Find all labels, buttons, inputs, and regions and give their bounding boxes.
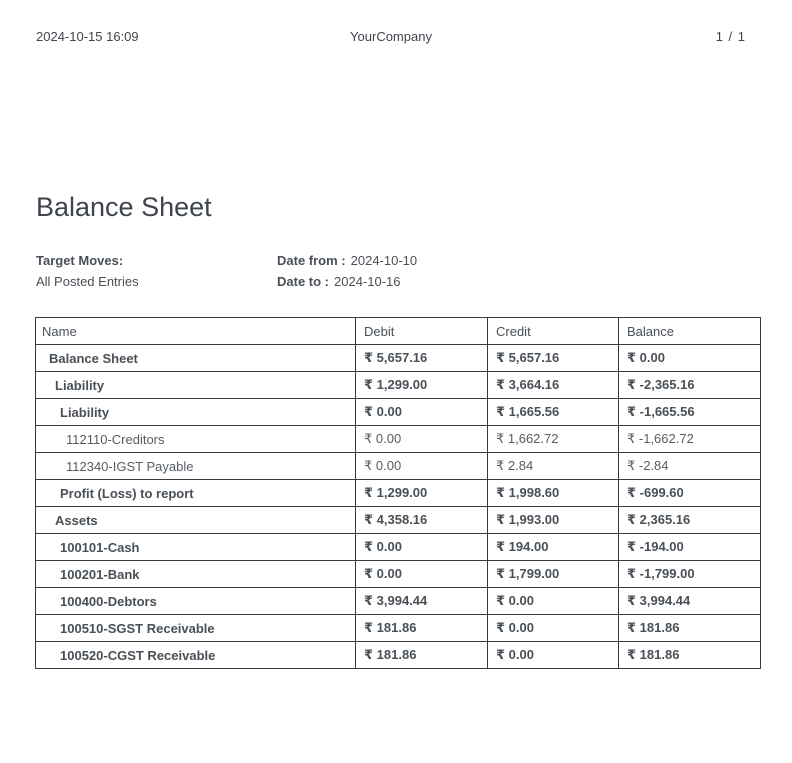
credit-cell: ₹ 0.00 xyxy=(488,642,619,669)
date-to-value: 2024-10-16 xyxy=(334,274,401,290)
balance-cell: ₹ 0.00 xyxy=(619,345,761,372)
credit-cell: ₹ 0.00 xyxy=(488,615,619,642)
date-from-value: 2024-10-10 xyxy=(350,253,418,269)
report-filters xyxy=(36,250,792,292)
balance-cell: ₹ -1,662.72 xyxy=(619,426,761,453)
account-name-cell: 112340-IGST Payable xyxy=(36,453,356,480)
table-row xyxy=(36,642,761,669)
table-row xyxy=(36,480,761,507)
report-title: Balance Sheet xyxy=(36,192,212,222)
table-row xyxy=(36,588,761,615)
table-row xyxy=(36,345,761,372)
credit-cell: ₹ 1,662.72 xyxy=(488,426,619,453)
balance-cell: ₹ 3,994.44 xyxy=(619,588,761,615)
column-header-balance: Balance xyxy=(619,318,761,345)
debit-cell: ₹ 3,994.44 xyxy=(356,588,488,615)
credit-cell: ₹ 0.00 xyxy=(488,588,619,615)
balance-sheet-table xyxy=(35,317,761,669)
debit-cell: ₹ 4,358.16 xyxy=(356,507,488,534)
balance-cell: ₹ -699.60 xyxy=(619,480,761,507)
date-from-line xyxy=(277,250,417,271)
column-header-credit: Credit xyxy=(488,318,619,345)
table-row xyxy=(36,561,761,588)
table-row xyxy=(36,534,761,561)
credit-cell: ₹ 1,799.00 xyxy=(488,561,619,588)
debit-cell: ₹ 5,657.16 xyxy=(356,345,488,372)
credit-cell: ₹ 1,665.56 xyxy=(488,399,619,426)
debit-cell: ₹ 1,299.00 xyxy=(356,372,488,399)
debit-cell: ₹ 181.86 xyxy=(356,642,488,669)
page-indicator: 1 / 1 xyxy=(715,29,747,44)
target-moves-block xyxy=(36,250,277,292)
print-datetime: 2024-10-15 16:09 xyxy=(36,29,139,44)
column-header-debit: Debit xyxy=(356,318,488,345)
account-name-cell: 100510-SGST Receivable xyxy=(36,615,356,642)
credit-cell: ₹ 2.84 xyxy=(488,453,619,480)
account-name-cell: 100400-Debtors xyxy=(36,588,356,615)
table-row xyxy=(36,426,761,453)
debit-cell: ₹ 181.86 xyxy=(356,615,488,642)
credit-cell: ₹ 5,657.16 xyxy=(488,345,619,372)
debit-cell: ₹ 0.00 xyxy=(356,561,488,588)
account-name-cell: Liability xyxy=(36,399,356,426)
balance-cell: ₹ -2.84 xyxy=(619,453,761,480)
credit-cell: ₹ 3,664.16 xyxy=(488,372,619,399)
table-row xyxy=(36,372,761,399)
date-to-line xyxy=(277,271,417,292)
credit-cell: ₹ 1,993.00 xyxy=(488,507,619,534)
table-row xyxy=(36,453,761,480)
target-moves-value: All Posted Entries xyxy=(36,274,139,290)
account-name-cell: 100201-Bank xyxy=(36,561,356,588)
balance-cell: ₹ 181.86 xyxy=(619,615,761,642)
balance-cell: ₹ 181.86 xyxy=(619,642,761,669)
date-from-label: Date from : xyxy=(277,253,346,269)
account-name-cell: Liability xyxy=(36,372,356,399)
target-moves-label: Target Moves: xyxy=(36,253,124,269)
debit-cell: ₹ 1,299.00 xyxy=(356,480,488,507)
balance-cell: ₹ 2,365.16 xyxy=(619,507,761,534)
table-header xyxy=(36,318,761,345)
table-row xyxy=(36,399,761,426)
account-name-cell: Balance Sheet xyxy=(36,345,356,372)
account-name-cell: 100101-Cash xyxy=(36,534,356,561)
table-row xyxy=(36,507,761,534)
date-range-block xyxy=(277,250,417,292)
date-to-label: Date to : xyxy=(277,274,329,290)
balance-table-body xyxy=(36,345,761,669)
balance-cell: ₹ -1,799.00 xyxy=(619,561,761,588)
debit-cell: ₹ 0.00 xyxy=(356,426,488,453)
debit-cell: ₹ 0.00 xyxy=(356,399,488,426)
debit-cell: ₹ 0.00 xyxy=(356,453,488,480)
account-name-cell: 112110-Creditors xyxy=(36,426,356,453)
debit-cell: ₹ 0.00 xyxy=(356,534,488,561)
balance-cell: ₹ -194.00 xyxy=(619,534,761,561)
column-header-name: Name xyxy=(36,318,356,345)
account-name-cell: Profit (Loss) to report xyxy=(36,480,356,507)
table-row xyxy=(36,615,761,642)
balance-cell: ₹ -1,665.56 xyxy=(619,399,761,426)
account-name-cell: Assets xyxy=(36,507,356,534)
credit-cell: ₹ 194.00 xyxy=(488,534,619,561)
table-header-row xyxy=(36,318,761,345)
balance-cell: ₹ -2,365.16 xyxy=(619,372,761,399)
credit-cell: ₹ 1,998.60 xyxy=(488,480,619,507)
company-name: YourCompany xyxy=(350,29,432,44)
account-name-cell: 100520-CGST Receivable xyxy=(36,642,356,669)
page-header xyxy=(0,0,792,44)
